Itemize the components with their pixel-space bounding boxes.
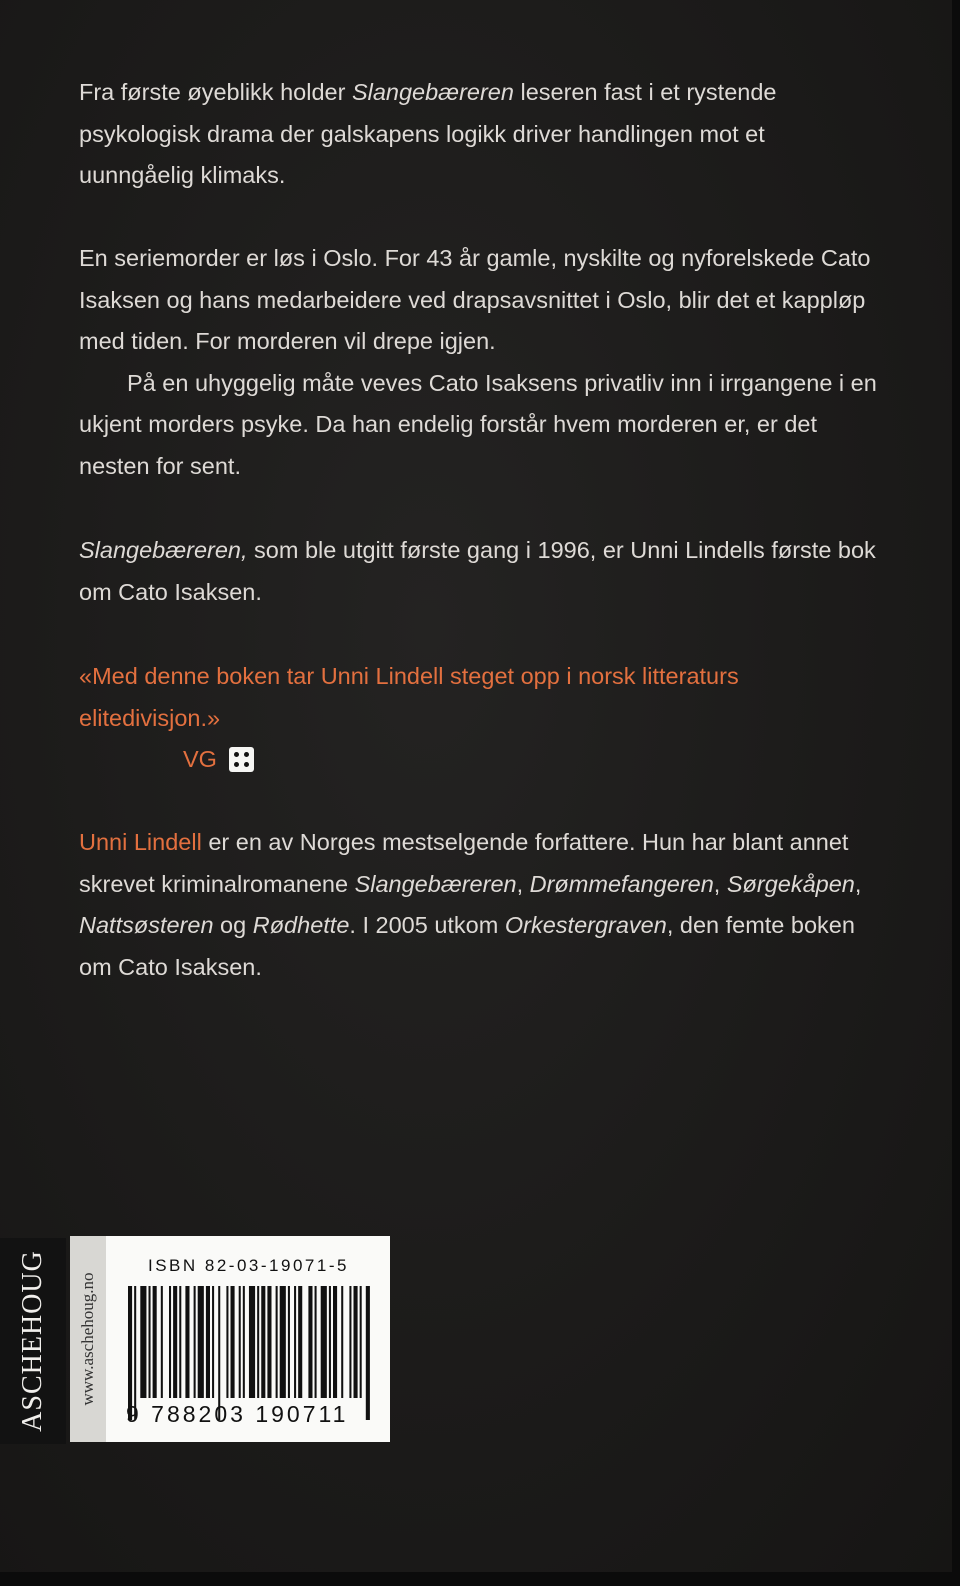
plot-summary	[79, 238, 879, 487]
publisher-logo: ASCHEHOUG	[17, 1250, 48, 1432]
author-text: Unni Lindell er en av Norges mestselgende forfattere. Hun har blant annet skrevet kriminalromanene Slangebæreren, Drømmefangeren, Sørgekåpen, Nattsøsteren og Rødhette. I 2005 utkom Orkestergraven, den femte boken om Cato Isaksen.	[79, 829, 862, 980]
quote-source: VG	[183, 746, 217, 772]
publisher-strip	[0, 1238, 66, 1444]
author-name: Unni Lindell	[79, 829, 202, 855]
publication-note	[79, 530, 879, 613]
publisher-url: www.aschehoug.no	[78, 1272, 97, 1406]
isbn-number: ISBN 82-03-19071-5	[148, 1256, 349, 1275]
dice-four-rating-icon	[229, 747, 254, 772]
publisher-url-strip	[70, 1236, 106, 1442]
book-title: Slangebæreren,	[79, 537, 248, 563]
publication-text: Slangebæreren, som ble utgitt første gang i 1996, er Unni Lindells første bok om Cato Isaksen.	[79, 537, 876, 605]
plot-paragraph-2: På en uhyggelig måte veves Cato Isaksens privatliv inn i irrgangene i en ukjent morders psyke. Da han endelig forstår hvem morderen er, er det nesten for sent.	[79, 369, 877, 479]
ean-digits: 9 788203 190711	[126, 1401, 349, 1427]
quote-attribution	[79, 739, 879, 781]
quote-text: «Med denne boken tar Unni Lindell steget opp i norsk litteraturs elitedivisjon.»	[79, 663, 739, 731]
intro-text: Fra første øyeblikk holder Slangebæreren leseren fast i et rystende psykologisk drama der galskapens logikk driver handlingen mot et uunngåelig klimaks.	[79, 79, 777, 188]
intro-paragraph	[79, 72, 879, 197]
review-quote	[79, 656, 879, 781]
author-bio	[79, 822, 879, 988]
plot-paragraph-1: En seriemorder er løs i Oslo. For 43 år gamle, nyskilte og nyforelskede Cato Isaksen og hans medarbeidere ved drapsavsnittet i Oslo, blir det et kappløp med tiden. For morderen vil drepe igjen.	[79, 245, 871, 354]
barcode-box	[70, 1236, 390, 1442]
book-title: Slangebæreren	[351, 79, 514, 105]
barcode-graphic	[126, 1286, 374, 1420]
